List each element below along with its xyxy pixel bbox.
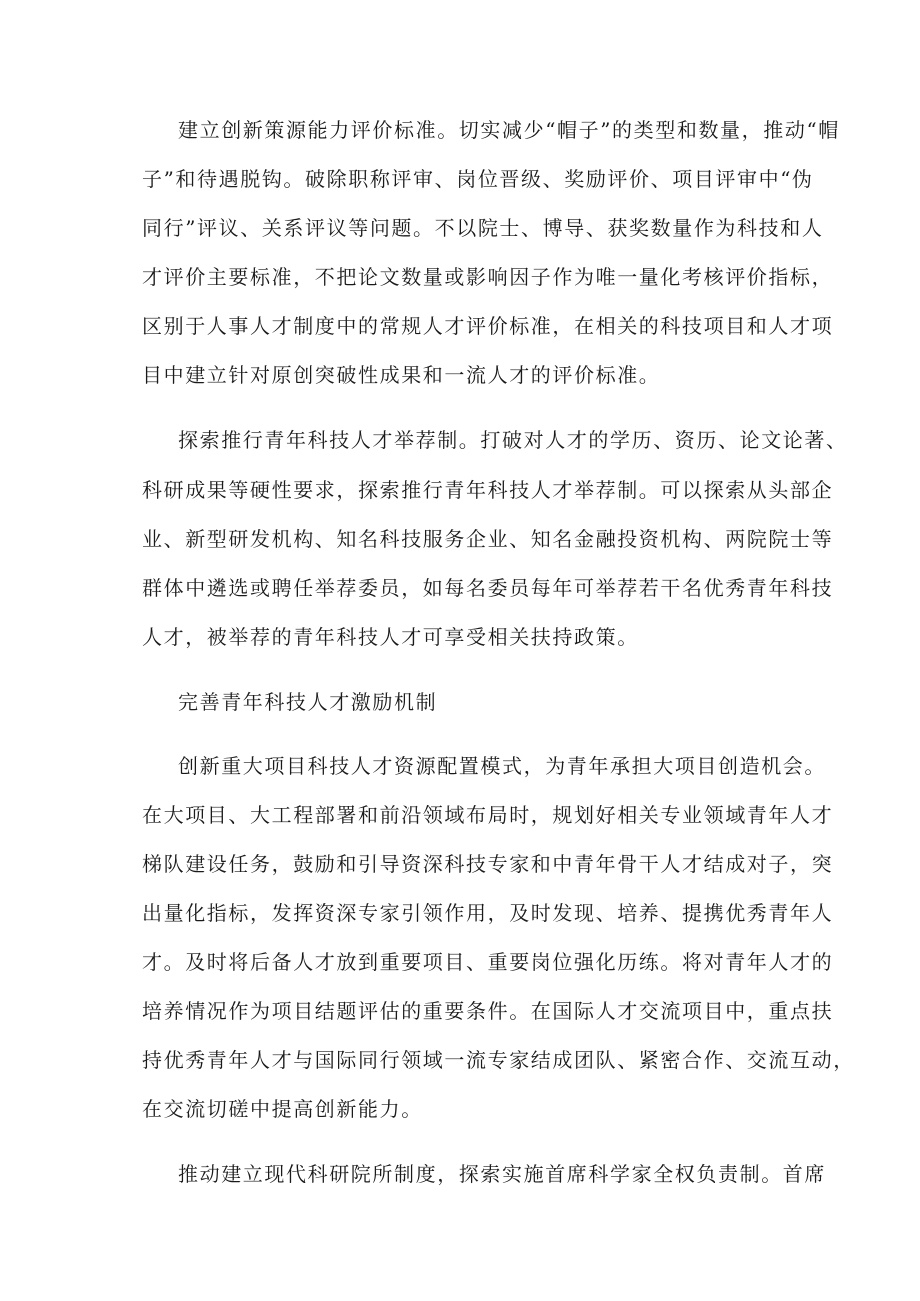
text-line: 在大项目、大工程部署和前沿领域布局时，规划好相关专业领域青年人才 xyxy=(142,803,834,827)
text-line: 梯队建设任务，鼓励和引导资深科技专家和中青年骨干人才结成对子，突 xyxy=(142,852,834,876)
text-line: 培养情况作为项目结题评估的重要条件。在国际人才交流项目中，重点扶 xyxy=(142,999,834,1023)
text-line: 人才，被举荐的青年科技人才可享受相关扶持政策。 xyxy=(142,625,639,649)
text-line: 探索推行青年科技人才举荐制。打破对人才的学历、资历、论文论著、 xyxy=(178,428,848,452)
section-heading: 完善青年科技人才激励机制 xyxy=(178,690,438,714)
text-line: 创新重大项目科技人才资源配置模式，为青年承担大项目创造机会。 xyxy=(178,754,826,778)
text-line: 同行”评议、关系评议等问题。不以院士、博导、获奖数量作为科技和人 xyxy=(142,216,824,240)
text-line: 持优秀青年人才与国际同行领域一流专家结成团队、紧密合作、交流互动， xyxy=(142,1048,855,1072)
text-line: 群体中遴选或聘任举荐委员，如每名委员每年可举荐若干名优秀青年科技 xyxy=(142,576,834,600)
text-line: 建立创新策源能力评价标准。切实减少“帽子”的类型和数量，推动“帽 xyxy=(178,118,840,142)
text-line: 才评价主要标准，不把论文数量或影响因子作为唯一量化考核评价指标， xyxy=(142,265,834,289)
text-line: 目中建立针对原创突破性成果和一流人才的评价标准。 xyxy=(142,363,661,387)
text-line: 推动建立现代科研院所制度，探索实施首席科学家全权负责制。首席 xyxy=(178,1162,826,1186)
text-line: 子”和待遇脱钩。破除职称评审、岗位晋级、奖励评价、项目评审中“伪 xyxy=(142,167,814,191)
text-line: 区别于人事人才制度中的常规人才评价标准，在相关的科技项目和人才项 xyxy=(142,314,834,338)
text-line: 出量化指标，发挥资深专家引领作用，及时发现、培养、提携优秀青年人 xyxy=(142,901,834,925)
text-line: 科研成果等硬性要求，探索推行青年科技人才举荐制。可以探索从头部企 xyxy=(142,478,834,502)
text-line: 业、新型研发机构、知名科技服务企业、知名金融投资机构、两院院士等 xyxy=(142,527,834,551)
text-line: 在交流切磋中提高创新能力。 xyxy=(142,1097,423,1121)
text-line: 才。及时将后备人才放到重要项目、重要岗位强化历练。将对青年人才的 xyxy=(142,950,834,974)
